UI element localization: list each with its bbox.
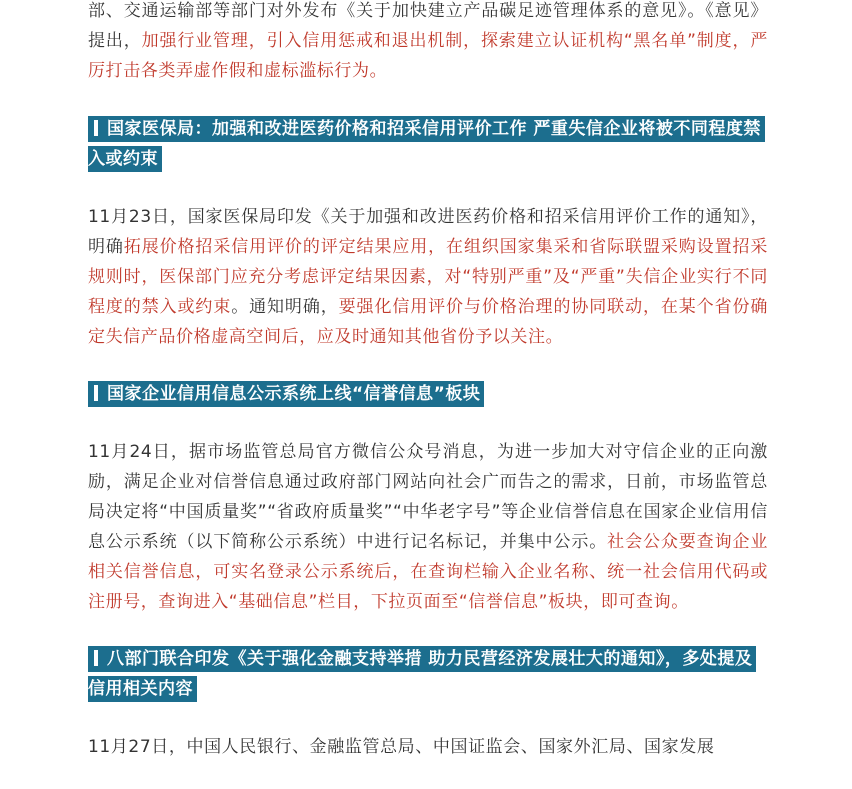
- article-body: [88, 0, 768, 762]
- heading-text: 八部门联合印发《关于强化金融支持举措 助力民营经济发展壮大的通知》，多处提及信用相关内容: [88, 649, 753, 699]
- paragraph-highlight: 社会公众要查询企业相关信誉信息，可实名登录公示系统后，在查询栏输入企业名称、统一社会信用代码或注册号，查询进入“基础信息”栏目，下拉页面至“信誉信息”板块，即可查询。: [88, 532, 768, 612]
- section-heading-credit-system: [88, 379, 768, 409]
- heading-bar-icon: [94, 385, 98, 401]
- paragraph-text: 11月27日，中国人民银行、金融监管总局、中国证监会、国家外汇局、国家发展: [88, 737, 715, 757]
- paragraph-text: 11月23日，国家医保局印发《关于加强和改进医药价格和招采信用评价工作的通知》，明确: [88, 207, 768, 257]
- heading-text: 国家医保局：加强和改进医药价格和招采信用评价工作 严重失信企业将被不同程度禁入或约束: [88, 119, 761, 169]
- heading-text: 国家企业信用信息公示系统上线“信誉信息”板块: [107, 384, 481, 404]
- paragraph-highlight: 要强化信用评价与价格治理的协同联动，在某个省份确定失信产品价格虚高空间后，应及时通知其他省份予以关注。: [88, 297, 768, 347]
- paragraph-text: 部、交通运输部等部门对外发布《关于加快建立产品碳足迹管理体系的意见》。《意见》提出，: [88, 1, 768, 51]
- paragraph-financial-support: [88, 732, 768, 762]
- paragraph-text: 11月24日，据市场监管总局官方微信公众号消息，为进一步加大对守信企业的正向激励，满足企业对信誉信息通过政府部门网站向社会广而告之的需求，日前，市场监管总局决定将“中国质量奖”“省政府质量奖”“中华老字号”等企业信誉信息在国家企业信用信息公示系统（以下简称公示系统）中进行记名标记，并集中公示。: [88, 442, 768, 552]
- heading-bar-icon: [94, 650, 98, 666]
- paragraph-medical-insurance: [88, 202, 768, 352]
- paragraph-text: 。通知明确，: [231, 297, 339, 317]
- paragraph-carbon-footprint: [88, 0, 768, 86]
- heading-bar-icon: [94, 120, 98, 136]
- paragraph-highlight: 拓展价格招采信用评价的评定结果应用，在组织国家集采和省际联盟采购设置招采规则时，医保部门应充分考虑评定结果因素，对“特别严重”及“严重”失信企业实行不同程度的禁入或约束: [88, 237, 768, 317]
- section-heading-medical-insurance: [88, 114, 768, 174]
- paragraph-credit-system: [88, 437, 768, 617]
- paragraph-highlight: 加强行业管理，引入信用惩戒和退出机制，探索建立认证机构“黑名单”制度，严厉打击各类弄虚作假和虚标滥标行为。: [88, 31, 768, 81]
- section-heading-financial-support: [88, 644, 768, 704]
